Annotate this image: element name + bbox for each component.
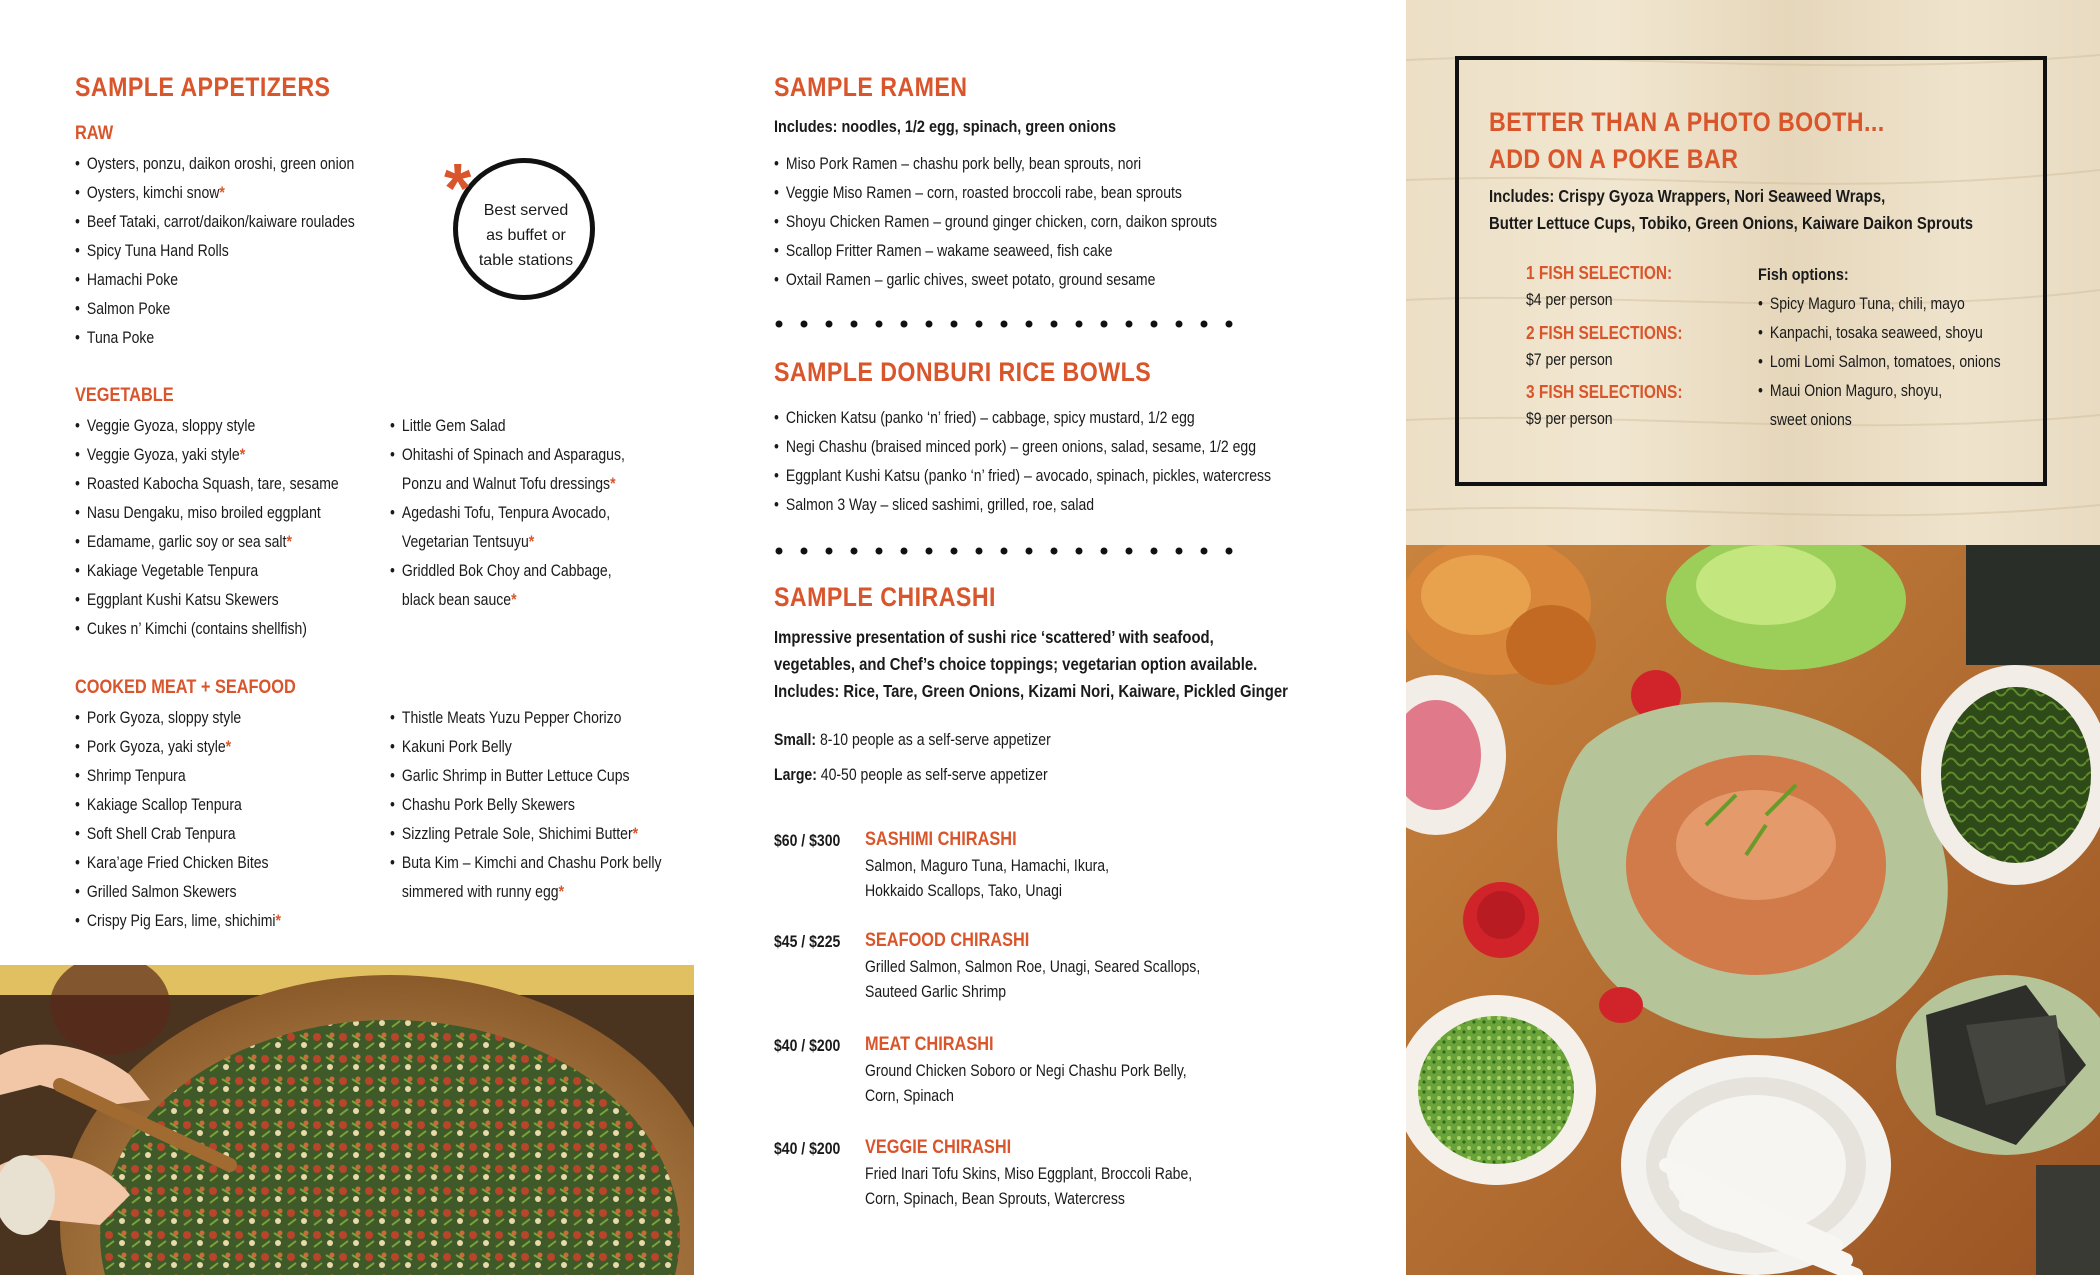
- chirashi-bowl-illustration: [0, 965, 694, 1275]
- list-item: simmered with runny egg*: [401, 883, 565, 901]
- list-item: • Hamachi Poke: [75, 271, 179, 289]
- list-item: • Oxtail Ramen – garlic chives, sweet potato, ground sesame: [774, 271, 1156, 289]
- selection-price: $9 per person: [1526, 410, 1613, 428]
- list-item: • Cukes n’ Kimchi (contains shellfish): [75, 620, 307, 638]
- vegetable-list-col2: [390, 412, 666, 615]
- donburi-list: [774, 404, 1359, 520]
- chirashi-large-size: Large: 40-50 people as self-serve appetizer: [774, 766, 1048, 784]
- selection-price: $4 per person: [1526, 291, 1613, 309]
- chirashi-bowl-photo: [0, 965, 694, 1275]
- list-item: • Maui Onion Maguro, shoyu,: [1758, 382, 1943, 400]
- dotted-divider: [774, 543, 1234, 553]
- fish-options-title: Fish options:: [1758, 265, 1849, 284]
- list-item: • Salmon Poke: [75, 300, 171, 318]
- option-detail: Ground Chicken Soboro or Negi Chashu Pork Belly,: [865, 1062, 1187, 1080]
- poke-spread-illustration: [1406, 545, 2100, 1275]
- vegetable-heading: VEGETABLE: [75, 385, 174, 406]
- option-name: MEAT CHIRASHI: [865, 1034, 994, 1055]
- option-detail: Corn, Spinach, Bean Sprouts, Watercress: [865, 1190, 1125, 1208]
- chirashi-title: SAMPLE CHIRASHI: [774, 582, 996, 612]
- chirashi-description: Impressive presentation of sushi rice ‘scattered’ with seafood, vegetables, and Chef’s choice toppings; vegetarian option available. Includes: Rice, Tare, Green Onions, Kizami Nori, Kaiware, Pickled Ginger: [774, 627, 1288, 701]
- list-item: • Nasu Dengaku, miso broiled eggplant: [75, 504, 321, 522]
- fish-options-list: [1758, 290, 2043, 435]
- donburi-title: SAMPLE DONBURI RICE BOWLS: [774, 357, 1152, 387]
- meat-list-col1: [75, 704, 317, 936]
- option-detail: Fried Inari Tofu Skins, Miso Eggplant, Broccoli Rabe,: [865, 1165, 1193, 1183]
- ramen-includes: Includes: noodles, 1/2 egg, spinach, green onions: [774, 117, 1117, 136]
- list-item: • Eggplant Kushi Katsu Skewers: [75, 591, 279, 609]
- list-item: • Thistle Meats Yuzu Pepper Chorizo: [390, 709, 622, 727]
- list-item: • Little Gem Salad: [390, 417, 506, 435]
- buffet-note-text: Best served as buffet or table stations: [478, 202, 574, 269]
- option-detail: Grilled Salmon, Salmon Roe, Unagi, Seared Scallops,: [865, 958, 1201, 976]
- list-item: • Veggie Miso Ramen – corn, roasted broccoli rabe, bean sprouts: [774, 184, 1182, 202]
- list-item: • Spicy Tuna Hand Rolls: [75, 242, 229, 260]
- option-detail: Corn, Spinach: [865, 1087, 954, 1105]
- option-price: $40 / $200: [774, 1140, 841, 1158]
- poke-includes-line2: Butter Lettuce Cups, Tobiko, Green Onions, Kaiware Daikon Sprouts: [1489, 213, 1974, 233]
- option-detail: Sauteed Garlic Shrimp: [865, 983, 1007, 1001]
- list-item: • Oysters, kimchi snow*: [75, 184, 225, 202]
- selection-label: 3 FISH SELECTIONS:: [1526, 382, 1683, 402]
- list-item: • Buta Kim – Kimchi and Chashu Pork belly: [390, 854, 662, 872]
- option-name: VEGGIE CHIRASHI: [865, 1137, 1012, 1158]
- list-item: • Shrimp Tenpura: [75, 767, 186, 785]
- list-item: • Oysters, ponzu, daikon oroshi, green onion: [75, 155, 355, 173]
- selection-label: 2 FISH SELECTIONS:: [1526, 323, 1683, 343]
- dotted-divider-svg: [774, 546, 1234, 556]
- option-price: $40 / $200: [774, 1037, 841, 1055]
- chirashi-small-size: Small: 8-10 people as a self-serve appetizer: [774, 731, 1051, 749]
- list-item: • Negi Chashu (braised minced pork) – green onions, salad, sesame, 1/2 egg: [774, 438, 1257, 456]
- list-item: • Crispy Pig Ears, lime, shichimi*: [75, 912, 281, 930]
- list-item: • Chashu Pork Belly Skewers: [390, 796, 575, 814]
- list-item: • Miso Pork Ramen – chashu pork belly, bean sprouts, nori: [774, 155, 1142, 173]
- ramen-title: SAMPLE RAMEN: [774, 72, 968, 102]
- selection-label: 1 FISH SELECTION:: [1526, 263, 1673, 283]
- selection-price: $7 per person: [1526, 351, 1613, 369]
- list-item: • Tuna Poke: [75, 329, 155, 347]
- list-item: • Kara’age Fried Chicken Bites: [75, 854, 269, 872]
- raw-list: [75, 150, 404, 353]
- list-item: sweet onions: [1769, 411, 1852, 429]
- poke-spread-photo: [1406, 545, 2100, 1275]
- dotted-divider: [774, 316, 1234, 326]
- meat-list-col2: [390, 704, 709, 907]
- list-item: • Chicken Katsu (panko ‘n’ fried) – cabbage, spicy mustard, 1/2 egg: [774, 409, 1195, 427]
- list-item: • Salmon 3 Way – sliced sashimi, grilled, roe, salad: [774, 496, 1095, 514]
- option-detail: Salmon, Maguro Tuna, Hamachi, Ikura,: [865, 857, 1110, 875]
- list-item: • Spicy Maguro Tuna, chili, mayo: [1758, 295, 1965, 313]
- list-item: • Garlic Shrimp in Butter Lettuce Cups: [390, 767, 630, 785]
- list-item: • Beef Tataki, carrot/daikon/kaiware roulades: [75, 213, 355, 231]
- ramen-list: [774, 150, 1295, 295]
- meat-seafood-heading: COOKED MEAT + SEAFOOD: [75, 677, 296, 698]
- dotted-divider-svg: [774, 319, 1234, 329]
- list-item: • Griddled Bok Choy and Cabbage,: [390, 562, 612, 580]
- appetizers-title: SAMPLE APPETIZERS: [75, 72, 331, 102]
- list-item: • Ohitashi of Spinach and Asparagus,: [390, 446, 625, 464]
- list-item: • Veggie Gyoza, yaki style*: [75, 446, 246, 464]
- option-price: $60 / $300: [774, 832, 841, 850]
- list-item: • Kanpachi, tosaka seaweed, shoyu: [1758, 324, 1983, 342]
- option-price: $45 / $225: [774, 933, 841, 951]
- list-item: black bean sauce*: [401, 591, 517, 609]
- list-item: • Kakiage Scallop Tenpura: [75, 796, 242, 814]
- list-item: • Scallop Fritter Ramen – wakame seaweed, fish cake: [774, 242, 1113, 260]
- option-name: SEAFOOD CHIRASHI: [865, 930, 1030, 951]
- raw-heading: RAW: [75, 123, 114, 144]
- list-item: • Soft Shell Crab Tenpura: [75, 825, 236, 843]
- list-item: • Shoyu Chicken Ramen – ground ginger chicken, corn, daikon sprouts: [774, 213, 1218, 231]
- poke-includes-line1: Includes: Crispy Gyoza Wrappers, Nori Seaweed Wraps,: [1489, 186, 1886, 206]
- list-item: • Agedashi Tofu, Tenpura Avocado,: [390, 504, 611, 522]
- list-item: • Veggie Gyoza, sloppy style: [75, 417, 256, 435]
- vegetable-list-col1: [75, 412, 385, 644]
- option-name: SASHIMI CHIRASHI: [865, 829, 1017, 850]
- list-item: • Pork Gyoza, yaki style*: [75, 738, 232, 756]
- list-item: • Roasted Kabocha Squash, tare, sesame: [75, 475, 339, 493]
- poke-title-line2: ADD ON A POKE BAR: [1489, 144, 1739, 174]
- list-item: • Kakuni Pork Belly: [390, 738, 512, 756]
- list-item: • Grilled Salmon Skewers: [75, 883, 237, 901]
- list-item: Ponzu and Walnut Tofu dressings*: [401, 475, 616, 493]
- list-item: • Lomi Lomi Salmon, tomatoes, onions: [1758, 353, 2001, 371]
- option-detail: Hokkaido Scallops, Tako, Unagi: [865, 882, 1062, 900]
- list-item: Vegetarian Tentsuyu*: [401, 533, 535, 551]
- list-item: • Eggplant Kushi Katsu (panko ‘n’ fried) – avocado, spinach, pickles, watercress: [774, 467, 1272, 485]
- asterisk-icon: *: [444, 149, 472, 227]
- list-item: • Kakiage Vegetable Tenpura: [75, 562, 259, 580]
- list-item: • Pork Gyoza, sloppy style: [75, 709, 242, 727]
- poke-title-line1: BETTER THAN A PHOTO BOOTH...: [1489, 107, 1885, 137]
- list-item: • Sizzling Petrale Sole, Shichimi Butter*: [390, 825, 639, 843]
- list-item: • Edamame, garlic soy or sea salt*: [75, 533, 292, 551]
